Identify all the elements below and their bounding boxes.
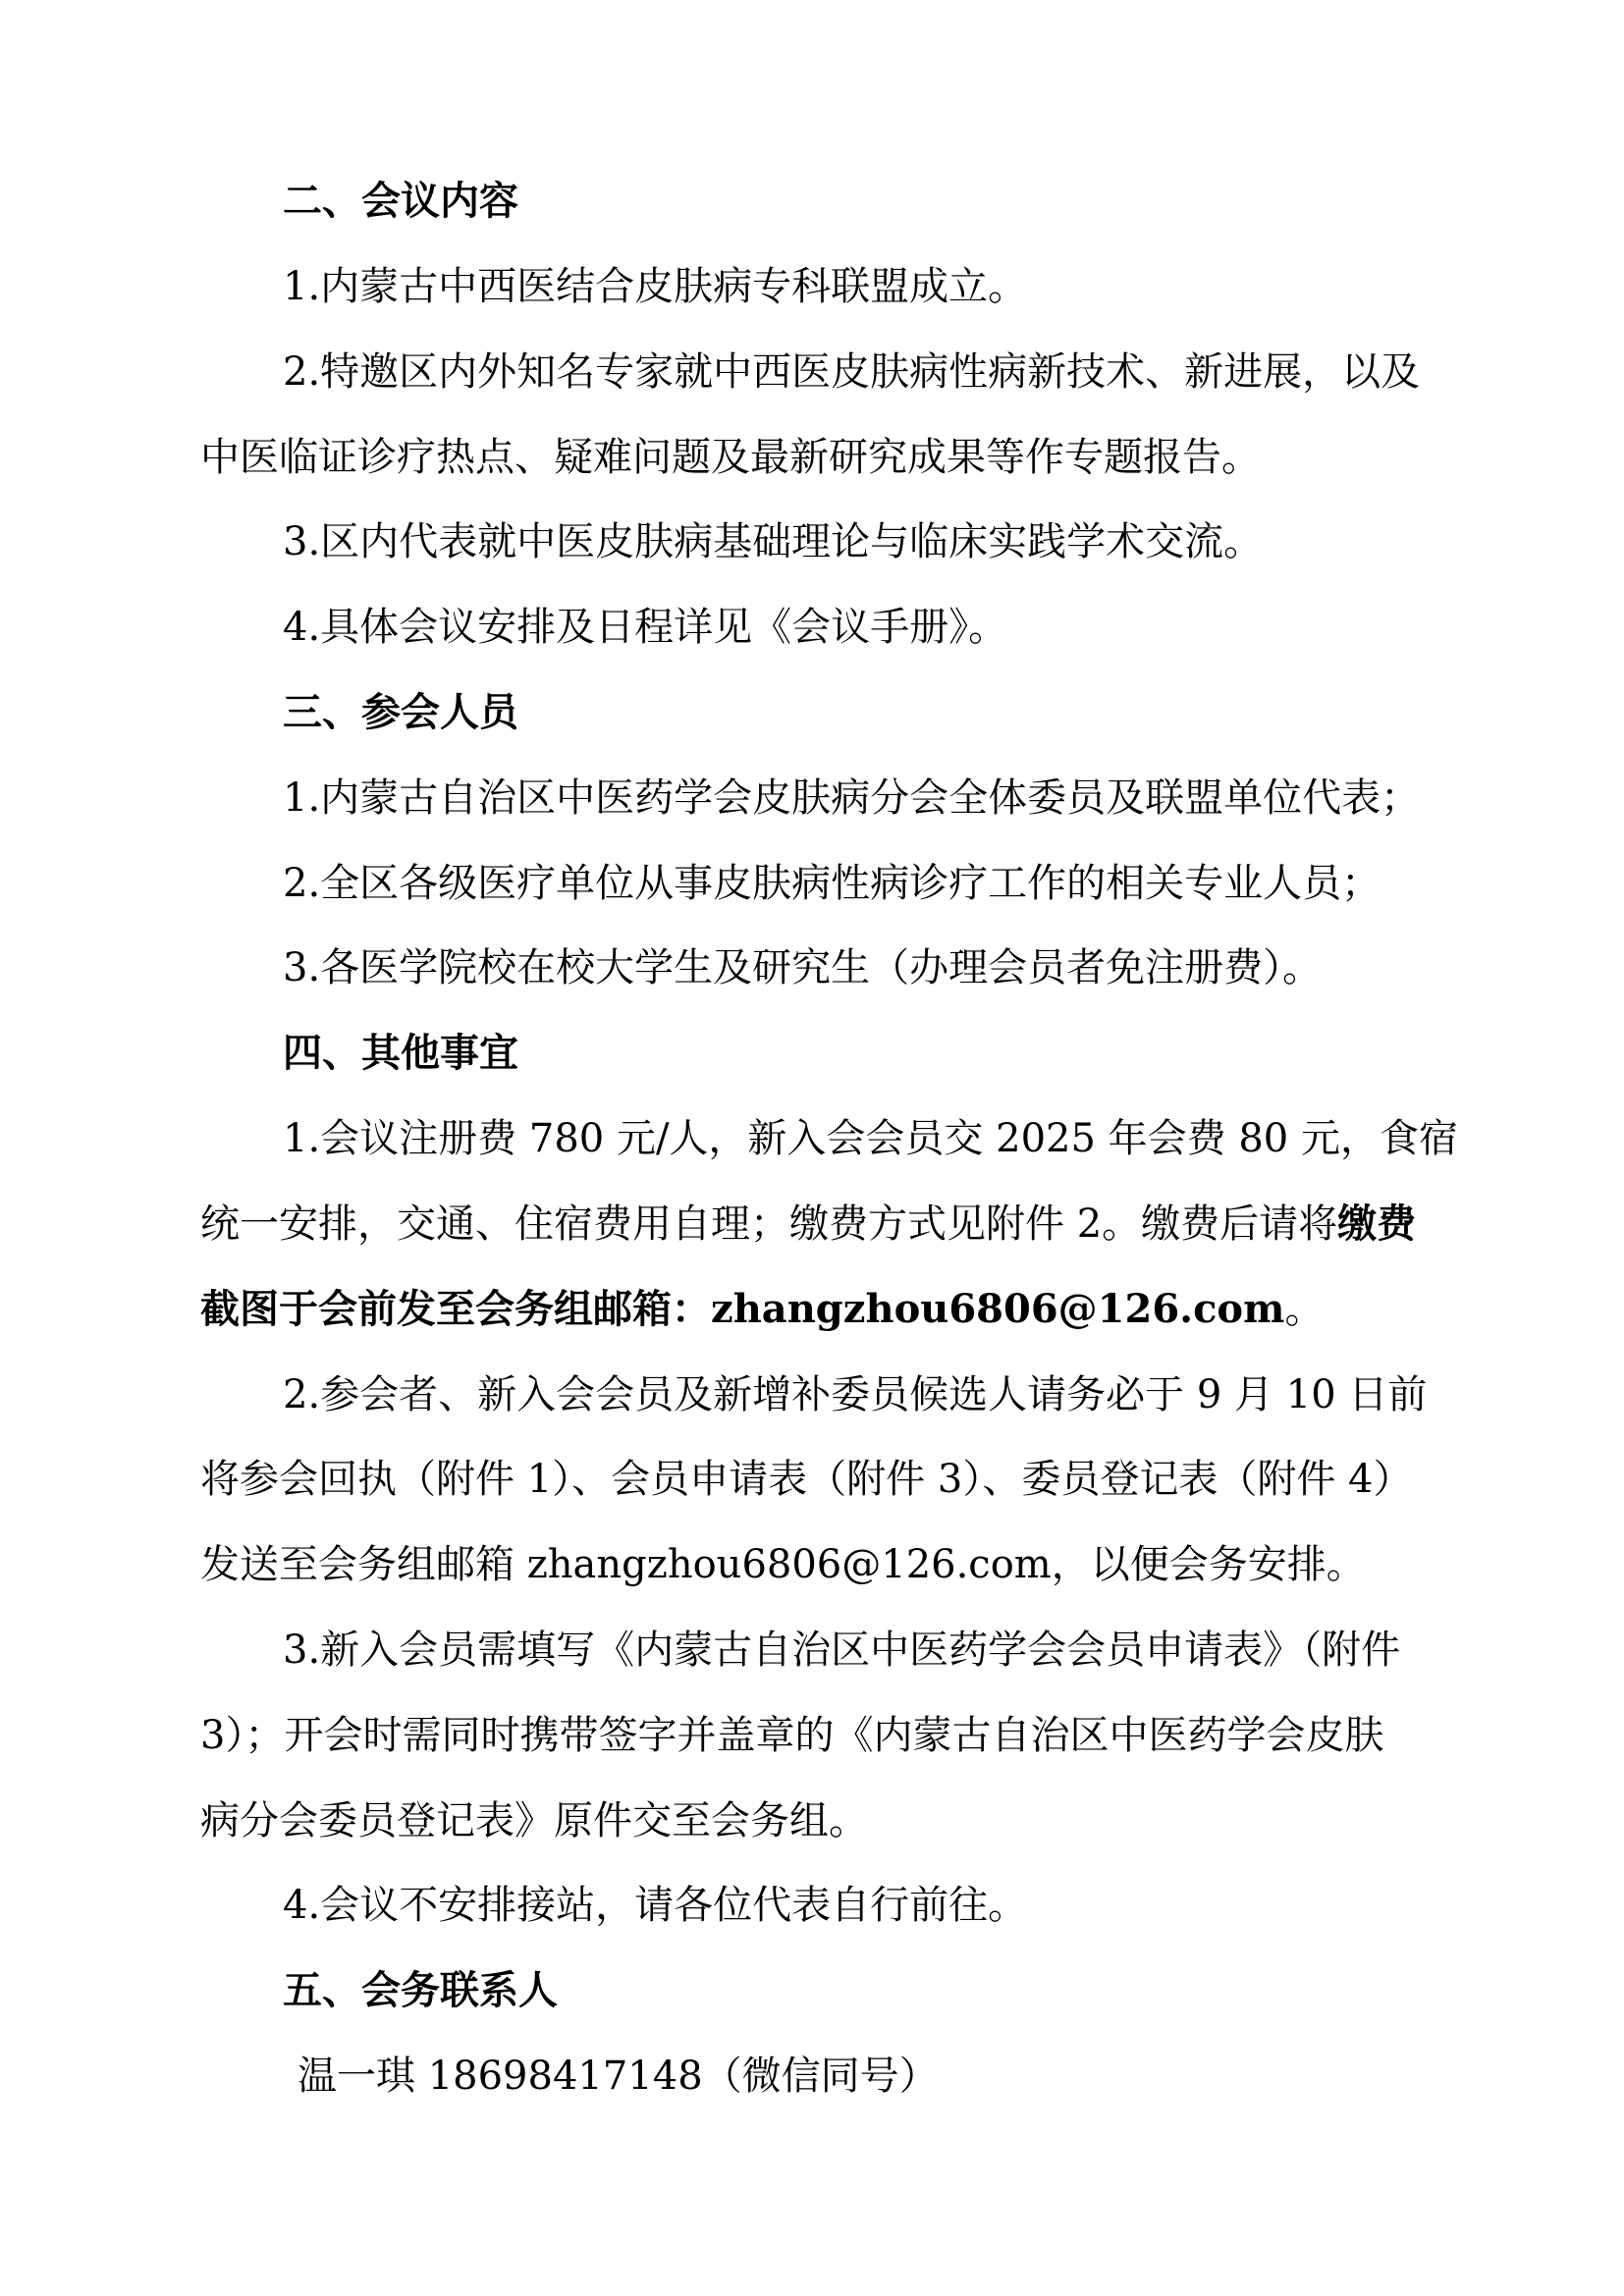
- paragraph-line: [200, 1198, 1416, 1251]
- paragraph-line: 2.参会者、新入会会员及新增补委员候选人请务必于 9 月 10 日前: [283, 1372, 1428, 1417]
- contact-person: 温一琪 18698417148（微信同号）: [298, 2054, 939, 2099]
- fee-payment-text: 统一安排，交通、住宿费用自理；缴费方式见附件 2。缴费后请将: [200, 1201, 1338, 1247]
- section-heading-contact: 五、会务联系人: [283, 1967, 558, 2013]
- section-heading-attendees: 三、参会人员: [283, 689, 518, 735]
- paragraph-line: [200, 1283, 1324, 1336]
- paragraph-line: 中医临证诊疗热点、疑难问题及最新研究成果等作专题报告。: [200, 435, 1261, 480]
- section-heading-other-matters: 四、其他事宜: [283, 1030, 518, 1076]
- emphasis-text: 缴费: [1337, 1201, 1417, 1247]
- paragraph-line: 将参会回执（附件 1）、会员申请表（附件 3）、委员登记表（附件 4）: [200, 1457, 1413, 1502]
- paragraph-line: 2.特邀区内外知名专家就中西医皮肤病性病新技术、新进展，以及: [283, 349, 1421, 395]
- paragraph-line: 2.全区各级医疗单位从事皮肤病性病诊疗工作的相关专业人员；: [283, 861, 1381, 906]
- paragraph-line: 3.区内代表就中医皮肤病基础理论与临床实践学术交流。: [283, 519, 1264, 564]
- paragraph-line: 4.会议不安排接站，请各位代表自行前往。: [283, 1883, 1028, 1928]
- paragraph-line: 3.新入会员需填写《内蒙古自治区中医药学会会员申请表》（附件: [283, 1628, 1401, 1673]
- paragraph-line: 发送至会务组邮箱 zhangzhou6806@126.com，以便会务安排。: [200, 1542, 1366, 1587]
- paragraph-line: 4.具体会议安排及日程详见《会议手册》。: [283, 605, 1008, 650]
- paragraph-line: 病分会委员登记表》原件交至会务组。: [200, 1798, 868, 1843]
- section-heading-meeting-content: 二、会议内容: [283, 178, 518, 224]
- punctuation: 。: [1284, 1287, 1325, 1332]
- paragraph-line: 3）；开会时需同时携带签字并盖章的《内蒙古自治区中医药学会皮肤: [200, 1713, 1384, 1758]
- paragraph-line: 1.内蒙古自治区中医药学会皮肤病分会全体委员及联盟单位代表；: [283, 775, 1421, 821]
- emphasis-text: 截图于会前发至会务组邮箱：: [200, 1286, 711, 1332]
- paragraph-line: 1.内蒙古中西医结合皮肤病专科联盟成立。: [283, 264, 1028, 309]
- paragraph-line: 1.会议注册费 780 元/人，新入会会员交 2025 年会费 80 元，食宿: [283, 1116, 1458, 1161]
- paragraph-line: 3.各医学院校在校大学生及研究生（办理会员者免注册费）。: [283, 945, 1323, 990]
- email-address[interactable]: zhangzhou6806@126.com: [711, 1286, 1285, 1332]
